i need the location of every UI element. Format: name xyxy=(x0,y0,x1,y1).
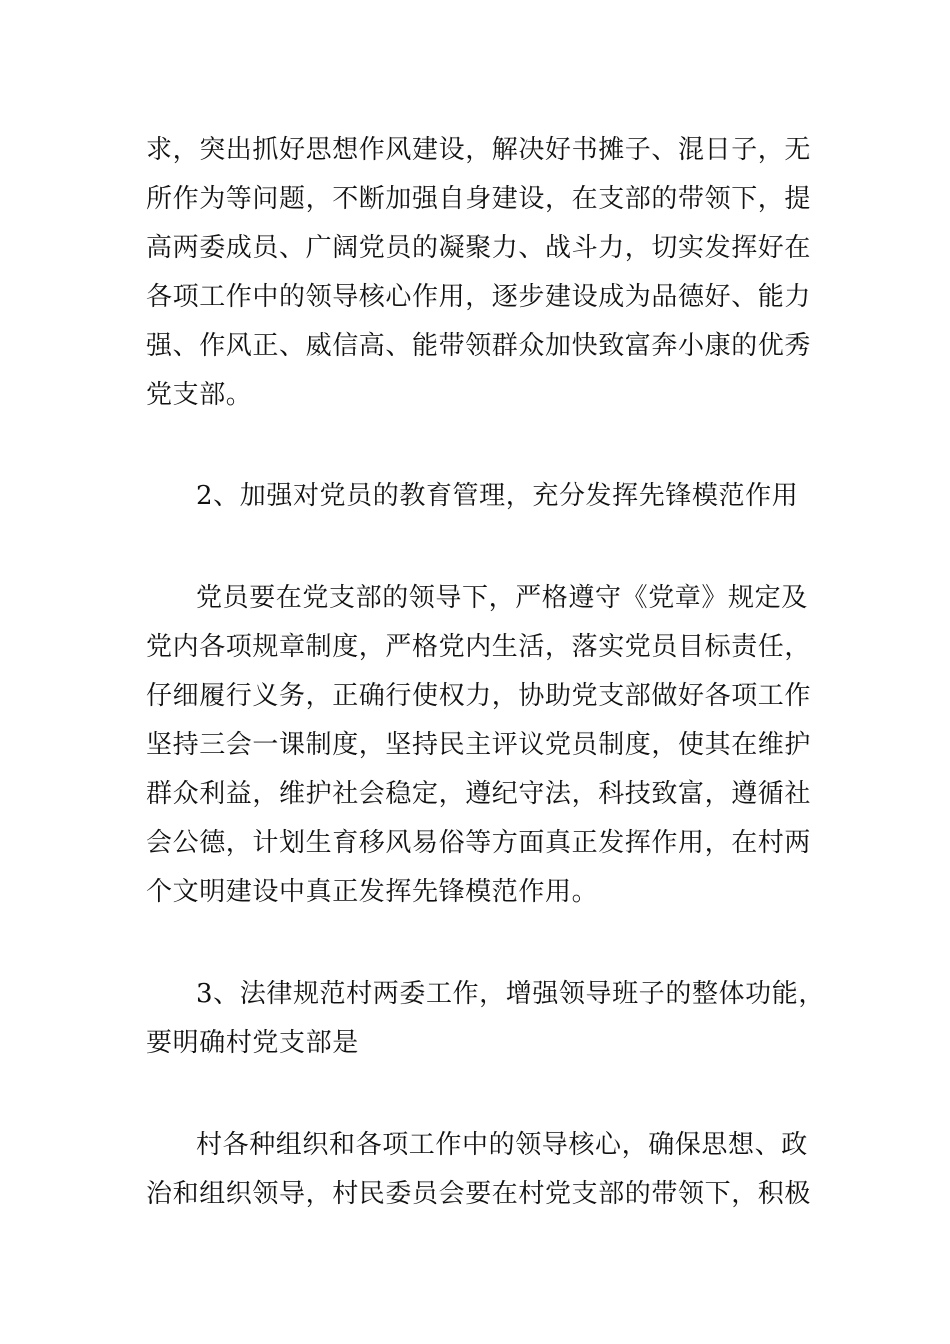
p3-line-5: 群众利益，维护社会稳定，遵纪守法，科技致富，遵循社 xyxy=(146,779,812,809)
p3-line-4: 坚持三会一课制度，坚持民主评议党员制度，使其在维护 xyxy=(146,730,812,760)
p1-line-6: 党支部。 xyxy=(146,380,253,410)
p3-line-6: 会公德，计划生育移风易俗等方面真正发挥作用，在村两 xyxy=(146,828,812,858)
p1-line-2: 所作为等问题，不断加强自身建设，在支部的带领下，提 xyxy=(146,184,812,214)
section-heading-3-line-2: 要明确村党支部是 xyxy=(146,1028,359,1058)
p3-line-3: 仔细履行义务，正确行使权力，协助党支部做好各项工作 xyxy=(146,681,812,711)
p3-line-7: 个文明建设中真正发挥先锋模范作用。 xyxy=(146,877,599,907)
p1-line-1: 求，突出抓好思想作风建设，解决好书摊子、混日子，无 xyxy=(146,135,812,165)
p3-line-1: 党员要在党支部的领导下，严格遵守《党章》规定及 xyxy=(196,583,808,613)
p3-line-2: 党内各项规章制度，严格党内生活，落实党员目标责任， xyxy=(146,632,812,662)
p5-line-1: 村各种组织和各项工作中的领导核心，确保思想、政 xyxy=(196,1130,808,1160)
p1-line-5: 强、作风正、威信高、能带领群众加快致富奔小康的优秀 xyxy=(146,331,812,361)
p5-line-2: 治和组织领导，村民委员会要在村党支部的带领下，积极 xyxy=(146,1179,812,1209)
section-heading-2: 2、加强对党员的教育管理，充分发挥先锋模范作用 xyxy=(196,481,799,511)
p1-line-4: 各项工作中的领导核心作用，逐步建设成为品德好、能力 xyxy=(146,282,812,312)
section-heading-3-line-1: 3、法律规范村两委工作，增强领导班子的整体功能， xyxy=(196,979,825,1009)
p1-line-3: 高两委成员、广阔党员的凝聚力、战斗力，切实发挥好在 xyxy=(146,233,812,263)
